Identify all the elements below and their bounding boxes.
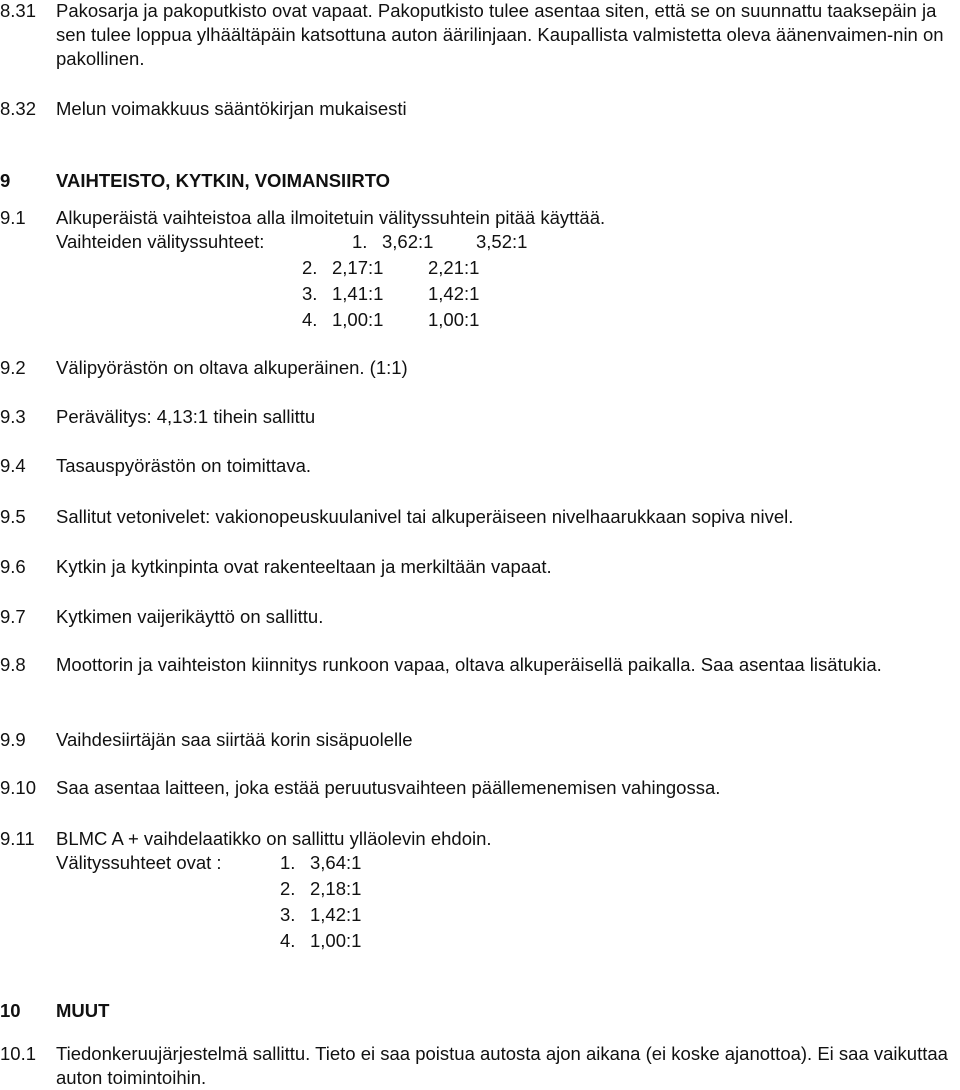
section-9-7 <box>0 605 960 629</box>
ratio-value-alt: 3,52:1 <box>476 231 528 252</box>
section-number: 9.11 <box>0 828 35 849</box>
ratio-value: 2,18:1 <box>310 878 362 899</box>
section-text: Moottorin ja vaihteiston kiinnitys runkoon vapaa, oltava alkuperäisellä paikalla. Saa asentaa lisätukia. <box>56 654 882 675</box>
section-9-10 <box>0 776 960 800</box>
section-number: 9.3 <box>0 406 26 427</box>
gear-number: 2. <box>280 878 296 899</box>
section-text: Vaihdesiirtäjän saa siirtää korin sisäpuolelle <box>56 729 413 750</box>
section-text: Perävälitys: 4,13:1 tihein sallittu <box>56 406 316 427</box>
ratio-value: 1,00:1 <box>310 930 362 951</box>
section-9-8 <box>0 653 960 677</box>
heading-number: 10 <box>0 1000 21 1021</box>
ratio-label: Vaihteiden välityssuhteet: <box>56 231 265 252</box>
gear-number: 3. <box>302 283 318 304</box>
section-9-3 <box>0 405 960 429</box>
heading-text: MUUT <box>56 1000 110 1021</box>
section-text: Melun voimakkuus sääntökirjan mukaisesti <box>56 98 407 119</box>
gear-number: 1. <box>352 231 368 252</box>
section-text: Pakosarja ja pakoputkisto ovat vapaat. Pakoputkisto tulee asentaa siten, että se on suunnattu taaksepäin ja sen tulee loppua ylhäältäpäin katsottuna auton äärilinjaan. Kaupallista valmistetta oleva äänenvaimen-nin on pakollinen. <box>56 0 944 69</box>
section-number: 9.9 <box>0 729 26 750</box>
section-number: 9.10 <box>0 777 37 798</box>
section-9-11 <box>0 827 960 851</box>
gear-number: 3. <box>280 904 296 925</box>
section-text: Kytkin ja kytkinpinta ovat rakenteeltaan ja merkiltään vapaat. <box>56 556 552 577</box>
ratio-value: 3,64:1 <box>310 852 362 873</box>
section-text: Sallitut vetonivelet: vakionopeuskuulanivel tai alkuperäiseen nivelhaarukkaan sopiva nivel. <box>56 506 794 527</box>
ratio-label: Välityssuhteet ovat : <box>56 852 222 873</box>
section-number: 8.31 <box>0 0 37 21</box>
ratio-value: 1,42:1 <box>310 904 362 925</box>
section-number: 9.8 <box>0 654 26 675</box>
section-9-2 <box>0 356 960 380</box>
ratio-value: 1,41:1 <box>332 283 384 304</box>
heading-number: 9 <box>0 170 11 191</box>
section-9-9 <box>0 728 960 752</box>
ratio-value-alt: 1,00:1 <box>428 309 480 330</box>
section-9-6 <box>0 555 960 579</box>
section-number: 9.7 <box>0 606 26 627</box>
section-text: Kytkimen vaijerikäyttö on sallittu. <box>56 606 324 627</box>
section-number: 9.5 <box>0 506 26 527</box>
ratio-value-alt: 2,21:1 <box>428 257 480 278</box>
gear-number: 4. <box>280 930 296 951</box>
section-text: Tasauspyörästön on toimittava. <box>56 455 312 476</box>
section-text: Saa asentaa laitteen, joka estää peruutusvaihteen päällemenemisen vahingossa. <box>56 777 721 798</box>
section-number: 9.2 <box>0 357 26 378</box>
section-number: 9.6 <box>0 556 26 577</box>
section-number: 9.1 <box>0 207 26 228</box>
gear-number: 4. <box>302 309 318 330</box>
heading-10 <box>0 999 960 1023</box>
ratio-value: 3,62:1 <box>382 231 434 252</box>
section-number: 8.32 <box>0 98 37 119</box>
section-10-1 <box>0 1042 960 1090</box>
section-8-31 <box>0 0 960 71</box>
section-9-4 <box>0 454 960 478</box>
section-9-1 <box>0 206 960 230</box>
heading-9 <box>0 169 960 193</box>
gear-number: 2. <box>302 257 318 278</box>
section-number: 9.4 <box>0 455 26 476</box>
heading-text: VAIHTEISTO, KYTKIN, VOIMANSIIRTO <box>56 170 391 191</box>
ratio-value-alt: 1,42:1 <box>428 283 480 304</box>
section-number: 10.1 <box>0 1043 37 1064</box>
section-text: Välipyörästön on oltava alkuperäinen. (1:1) <box>56 357 408 378</box>
ratio-value: 2,17:1 <box>332 257 384 278</box>
gear-number: 1. <box>280 852 296 873</box>
section-8-32 <box>0 97 960 121</box>
section-text: BLMC A + vaihdelaatikko on sallittu ylläolevin ehdoin. <box>56 828 492 849</box>
section-text: Tiedonkeruujärjestelmä sallittu. Tieto ei saa poistua autosta ajon aikana (ei koske ajanottoa). Ei saa vaikuttaa auton toimintoihin. <box>56 1043 948 1088</box>
section-9-5 <box>0 505 960 529</box>
ratio-value: 1,00:1 <box>332 309 384 330</box>
section-text: Alkuperäistä vaihteistoa alla ilmoitetuin välityssuhtein pitää käyttää. <box>56 207 606 228</box>
